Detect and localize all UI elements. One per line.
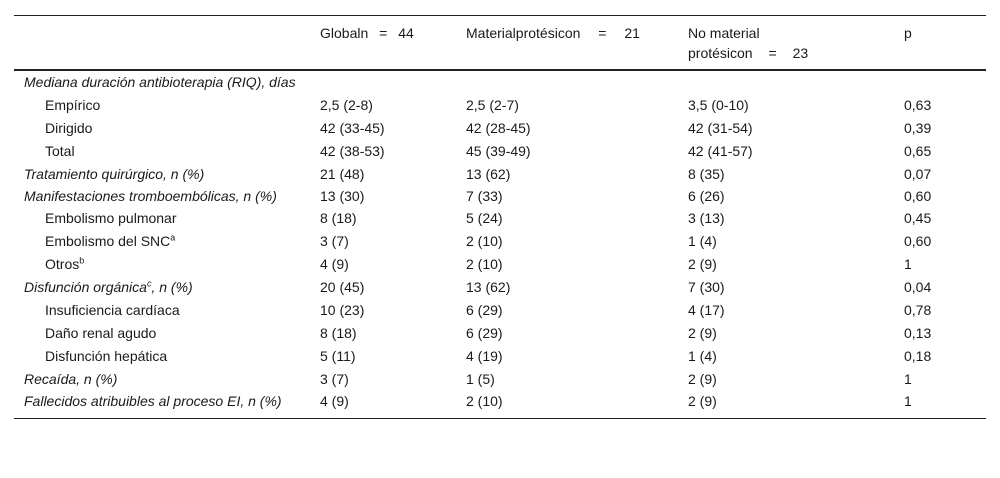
table-row: [14, 345, 986, 368]
cell-global: 10 (23): [320, 302, 365, 318]
cell-p: 0,13: [904, 325, 932, 341]
header-material-n: 21: [624, 25, 640, 41]
cell-p: 0,60: [904, 188, 932, 204]
cell-p: 0,63: [904, 97, 932, 113]
table-row: [14, 368, 986, 391]
row-label: Disfunción hepática: [45, 348, 168, 364]
cell-global: 13 (30): [320, 188, 365, 204]
cell-material: 7 (33): [466, 188, 503, 204]
table-row: [14, 322, 986, 345]
cell-global: 4 (9): [320, 391, 466, 419]
row-label: Total: [45, 143, 75, 159]
cell-nomaterial: 42 (41-57): [688, 143, 753, 159]
row-label: Embolismo pulmonar: [45, 210, 177, 226]
cell-global: 8 (18): [320, 325, 357, 341]
cell-global: 2,5 (2-8): [320, 97, 373, 113]
cell-p: 1: [904, 391, 986, 419]
cell-nomaterial: 7 (30): [688, 279, 725, 295]
cell-global: 20 (45): [320, 279, 365, 295]
cell-p: 0,65: [904, 143, 932, 159]
header-global-eq: =: [379, 25, 388, 41]
footnote-mark: a: [170, 232, 176, 243]
cell-nomaterial: 42 (31-54): [688, 120, 753, 136]
cell-nomaterial: 4 (17): [688, 302, 725, 318]
header-nomaterial-line2: protésicon: [688, 45, 753, 61]
cell-nomaterial: 3,5 (0-10): [688, 97, 749, 113]
table-row: [14, 253, 986, 276]
cell-material: 6 (29): [466, 325, 503, 341]
cell-global: 3 (7): [320, 371, 349, 387]
cell-material: 2 (10): [466, 233, 503, 249]
header-nomaterial: [688, 16, 904, 71]
cell-global: 4 (9): [320, 256, 349, 272]
cell-nomaterial: 2 (9): [688, 391, 904, 419]
header-material-label: Materialprotésicon: [466, 25, 581, 41]
cell-material: 5 (24): [466, 210, 503, 226]
row-label: Recaída, n (%): [24, 371, 118, 387]
table-row: [14, 299, 986, 322]
results-table-container: [14, 15, 986, 419]
cell-p: 1: [904, 256, 912, 272]
table-row: [14, 117, 986, 140]
cell-global: 3 (7): [320, 233, 349, 249]
table-row: [14, 391, 986, 419]
table-row: [14, 230, 986, 253]
cell-p: 0,45: [904, 210, 932, 226]
cell-nomaterial: 1 (4): [688, 348, 717, 364]
cell-material: 4 (19): [466, 348, 503, 364]
row-label-cell: [14, 253, 320, 276]
footnote-mark: c: [146, 278, 152, 289]
table-row: [14, 276, 986, 299]
cell-p: 0,39: [904, 120, 932, 136]
table-header-row: [14, 16, 986, 71]
row-label: Disfunción orgánica: [24, 279, 147, 295]
cell-nomaterial: 3 (13): [688, 210, 725, 226]
row-label: Manifestaciones tromboembólicas, n (%): [24, 188, 277, 204]
header-global: [320, 16, 466, 71]
cell-nomaterial: 6 (26): [688, 188, 725, 204]
header-global-n: 44: [398, 25, 414, 41]
cell-p: 0,18: [904, 348, 932, 364]
row-label-cell: [14, 230, 320, 253]
cell-p: 1: [904, 371, 912, 387]
cell-material: 2 (10): [466, 256, 503, 272]
cell-p: 0,04: [904, 279, 932, 295]
cell-nomaterial: 8 (35): [688, 166, 725, 182]
row-label: Empírico: [45, 97, 101, 113]
cell-material: 42 (28-45): [466, 120, 531, 136]
header-nomaterial-eq: =: [768, 45, 777, 61]
row-label: Fallecidos atribuibles al proceso EI, n (%): [14, 391, 320, 419]
results-table: [14, 15, 986, 419]
table-row: [14, 140, 986, 163]
cell-p: 0,78: [904, 302, 932, 318]
row-label: Mediana duración antibioterapia (RIQ), días: [24, 74, 296, 90]
row-label-suffix: , n (%): [151, 279, 193, 295]
cell-material: 6 (29): [466, 302, 503, 318]
footnote-mark: b: [79, 255, 85, 266]
row-label: Daño renal agudo: [45, 325, 157, 341]
cell-global: 42 (33-45): [320, 120, 385, 136]
cell-material: 2,5 (2-7): [466, 97, 519, 113]
cell-global: 8 (18): [320, 210, 357, 226]
header-global-label: Globaln: [320, 25, 369, 41]
header-material-eq: =: [598, 25, 607, 41]
row-label: Dirigido: [45, 120, 93, 136]
cell-nomaterial: 2 (9): [688, 325, 717, 341]
cell-global: 5 (11): [320, 348, 356, 364]
cell-material: 45 (39-49): [466, 143, 531, 159]
row-label: Embolismo del SNC: [45, 233, 171, 249]
header-material: [466, 16, 688, 71]
header-nomaterial-n: 23: [792, 45, 809, 61]
row-label: Otros: [45, 256, 80, 272]
table-row: [14, 163, 986, 186]
cell-p: 0,07: [904, 166, 932, 182]
cell-material: 13 (62): [466, 166, 511, 182]
cell-nomaterial: 1 (4): [688, 233, 717, 249]
table-row: [14, 207, 986, 230]
cell-material: 2 (10): [466, 391, 688, 419]
cell-nomaterial: 2 (9): [688, 371, 717, 387]
row-label: Tratamiento quirúrgico, n (%): [24, 166, 205, 182]
cell-material: 13 (62): [466, 279, 511, 295]
table-row: [14, 70, 986, 94]
cell-global: 42 (38-53): [320, 143, 385, 159]
row-label-cell: [14, 276, 320, 299]
header-empty: [14, 16, 320, 71]
cell-material: 1 (5): [466, 371, 495, 387]
header-nomaterial-line1: No material: [688, 25, 760, 41]
cell-p: 0,60: [904, 233, 932, 249]
header-p: p: [904, 16, 986, 71]
table-row: [14, 94, 986, 117]
cell-global: 21 (48): [320, 166, 365, 182]
table-row: [14, 186, 986, 207]
row-label: Insuficiencia cardíaca: [45, 302, 180, 318]
cell-nomaterial: 2 (9): [688, 256, 717, 272]
